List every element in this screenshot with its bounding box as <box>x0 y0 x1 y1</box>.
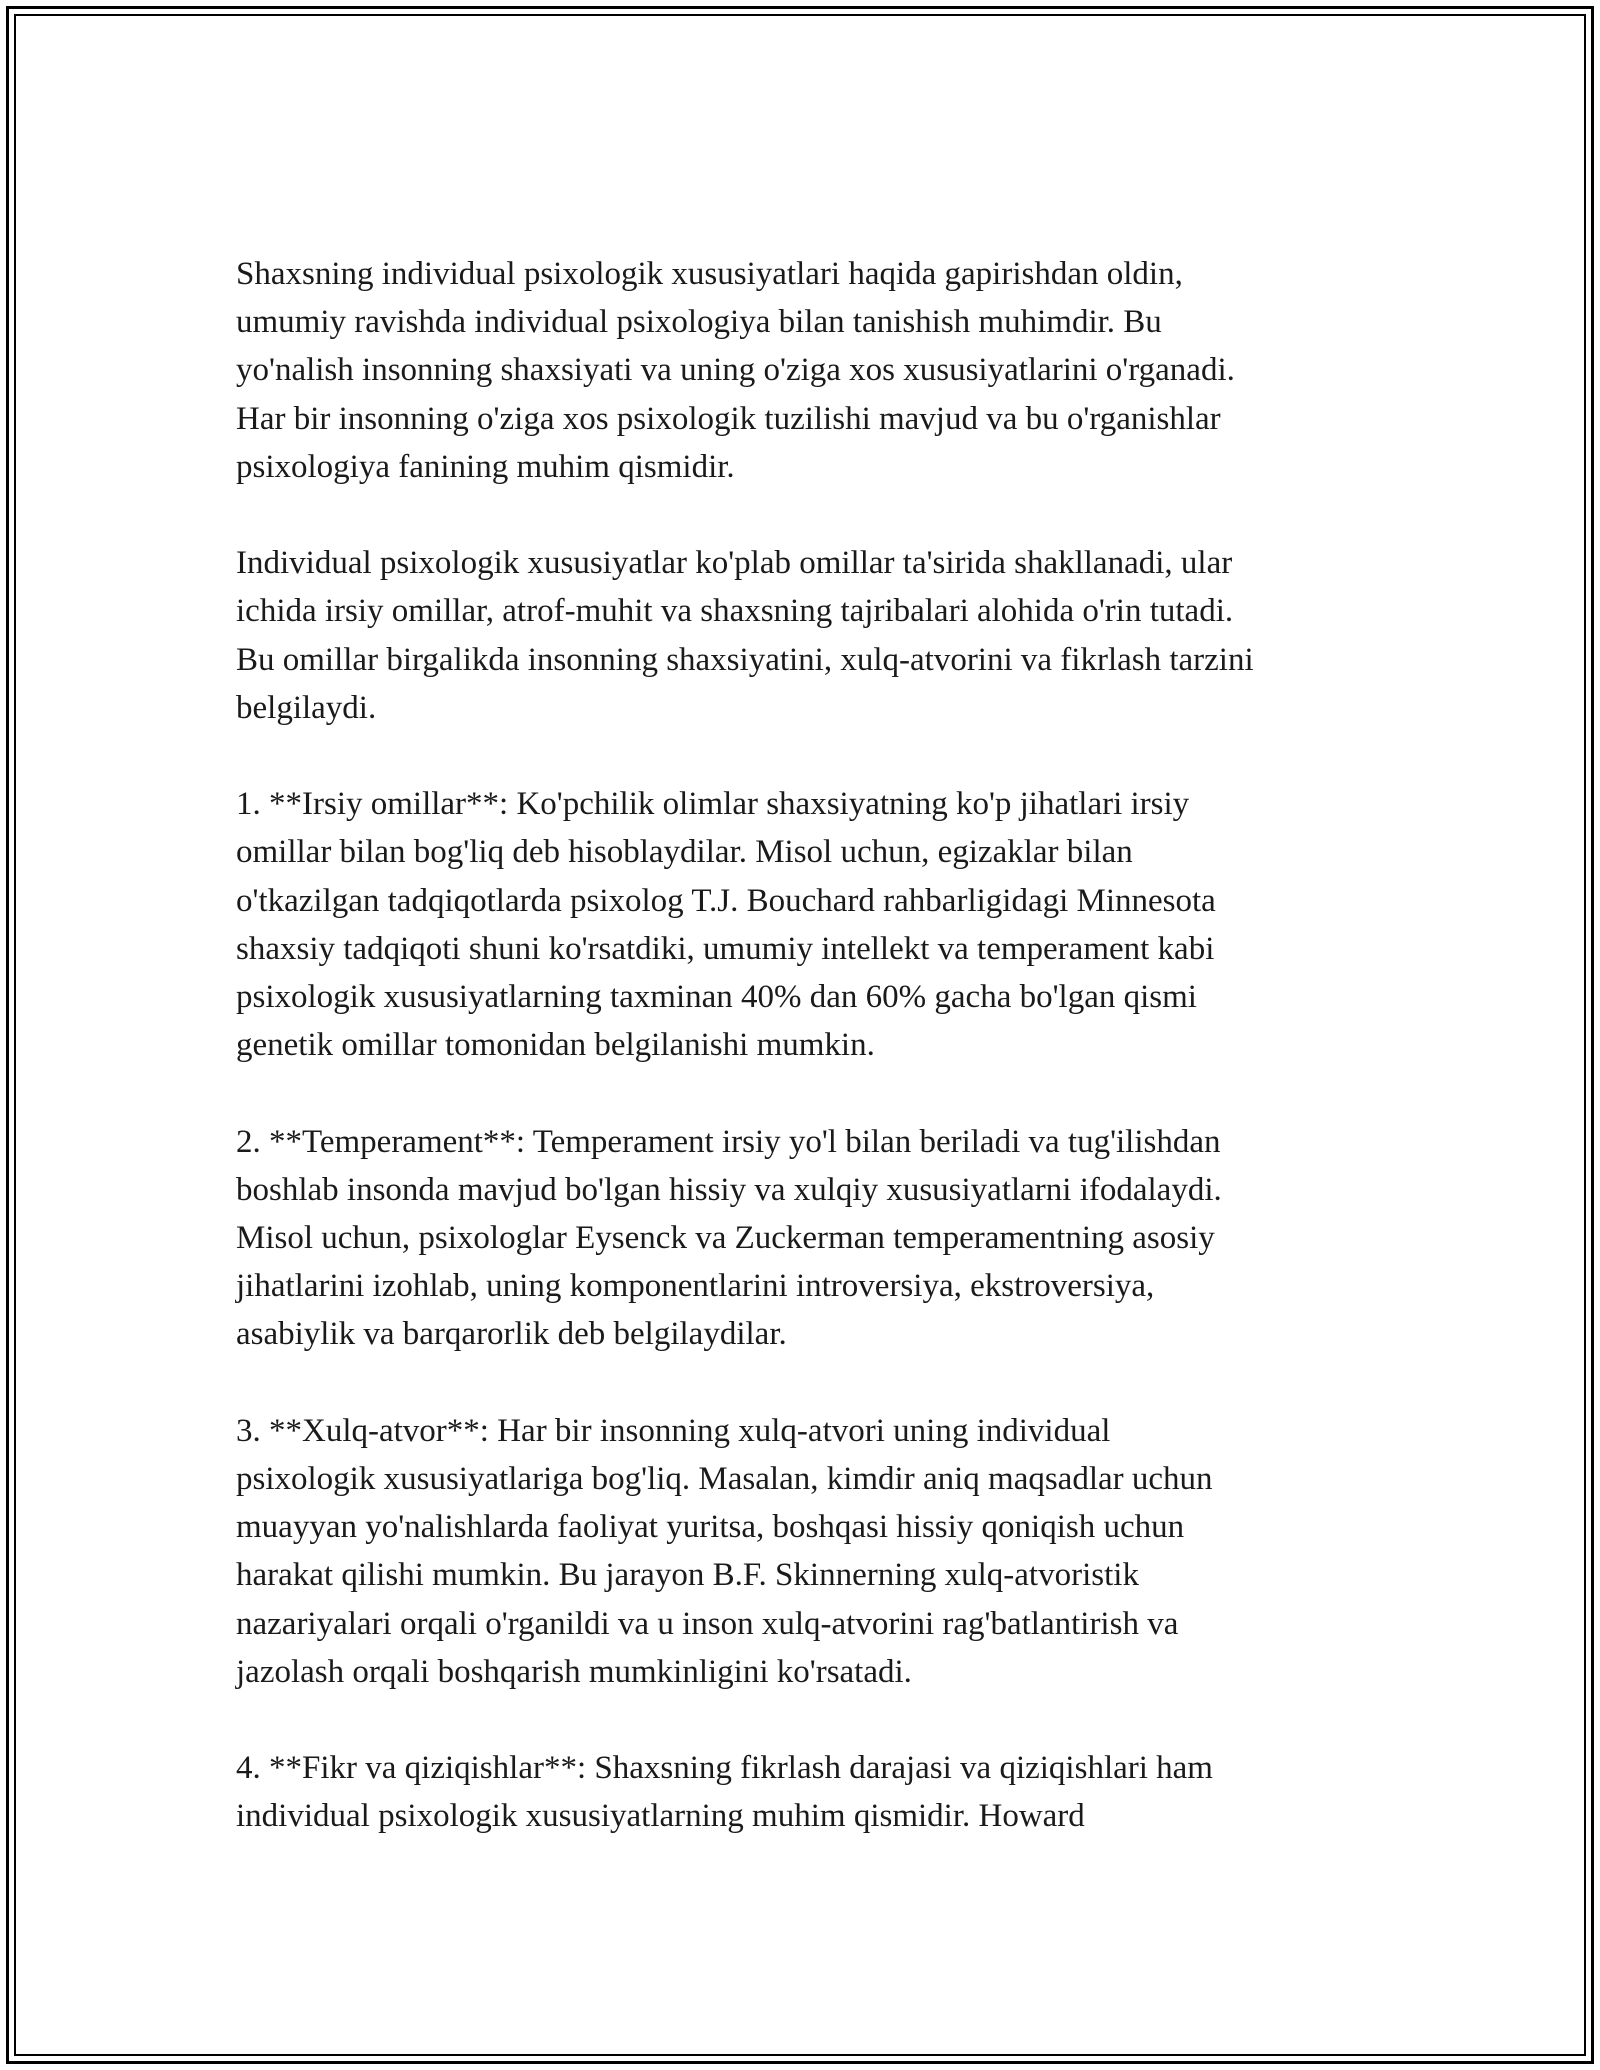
paragraph-factors: Individual psixologik xususiyatlar ko'plab omillar ta'sirida shakllanadi, ular ichida irsiy omillar, atrof-muhit va shaxsning tajribalari alohida o'rin tutadi. Bu omillar birgalikda insonning shaxsiyatini, xulq-atvorini va fikrlash tarzini belgilaydi. <box>236 545 1254 726</box>
list-item-irsiy-omillar: 1. **Irsiy omillar**: Ko'pchilik olimlar shaxsiyatning ko'p jihatlari irsiy omillar bilan bog'liq deb hisoblaydilar. Misol uchun, egizaklar bilan o'tkazilgan tadqiqotlarda psixolog T.J. Bouchard rahbarligidagi Minnesota shaxsiy tadqiqoti shuni ko'rsatdiki, umumiy intellekt va temperament kabi psixologik xususiyatlarning taxminan 40% dan 60% gacha bo'lgan qismi genetik omillar tomonidan belgilanishi mumkin. <box>236 786 1216 1064</box>
list-item-temperament: 2. **Temperament**: Temperament irsiy yo'l bilan beriladi va tug'ilishdan boshlab insonda mavjud bo'lgan hissiy va xulqiy xususiyatlarni ifodalaydi. Misol uchun, psixologlar Eysenck va Zuckerman temperamentning asosiy jihatlarini izohlab, uning komponentlarini introversiya, ekstroversiya, asabiylik va barqarorlik deb belgilaydilar. <box>236 1123 1222 1353</box>
list-item-xulq-atvor: 3. **Xulq-atvor**: Har bir insonning xulq-atvori uning individual psixologik xususiyatlariga bog'liq. Masalan, kimdir aniq maqsadlar uchun muayyan yo'nalishlarda faoliyat yuritsa, boshqasi hissiy qoniqish uchun harakat qilishi mumkin. Bu jarayon B.F. Skinnerning xulq-atvoristik nazariyalari orqali o'rganildi va u inson xulq-atvorini rag'batlantirish va jazolash orqali boshqarish mumkinligini ko'rsatadi. <box>236 1412 1213 1690</box>
document-body <box>236 250 1386 1889</box>
paragraph-intro: Shaxsning individual psixologik xususiyatlari haqida gapirishdan oldin, umumiy ravishda individual psixologiya bilan tanishish muhimdir. Bu yo'nalish insonning shaxsiyati va uning o'ziga xos xususiyatlarini o'rganadi. Har bir insonning o'ziga xos psixologik tuzilishi mavjud va bu o'rganishlar psixologiya fanining muhim qismidir. <box>236 256 1235 485</box>
list-item-fikr-qiziqishlar: 4. **Fikr va qiziqishlar**: Shaxsning fikrlash darajasi va qiziqishlari ham individual psixologik xususiyatlarning muhim qismidir. Howard <box>236 1750 1213 1835</box>
